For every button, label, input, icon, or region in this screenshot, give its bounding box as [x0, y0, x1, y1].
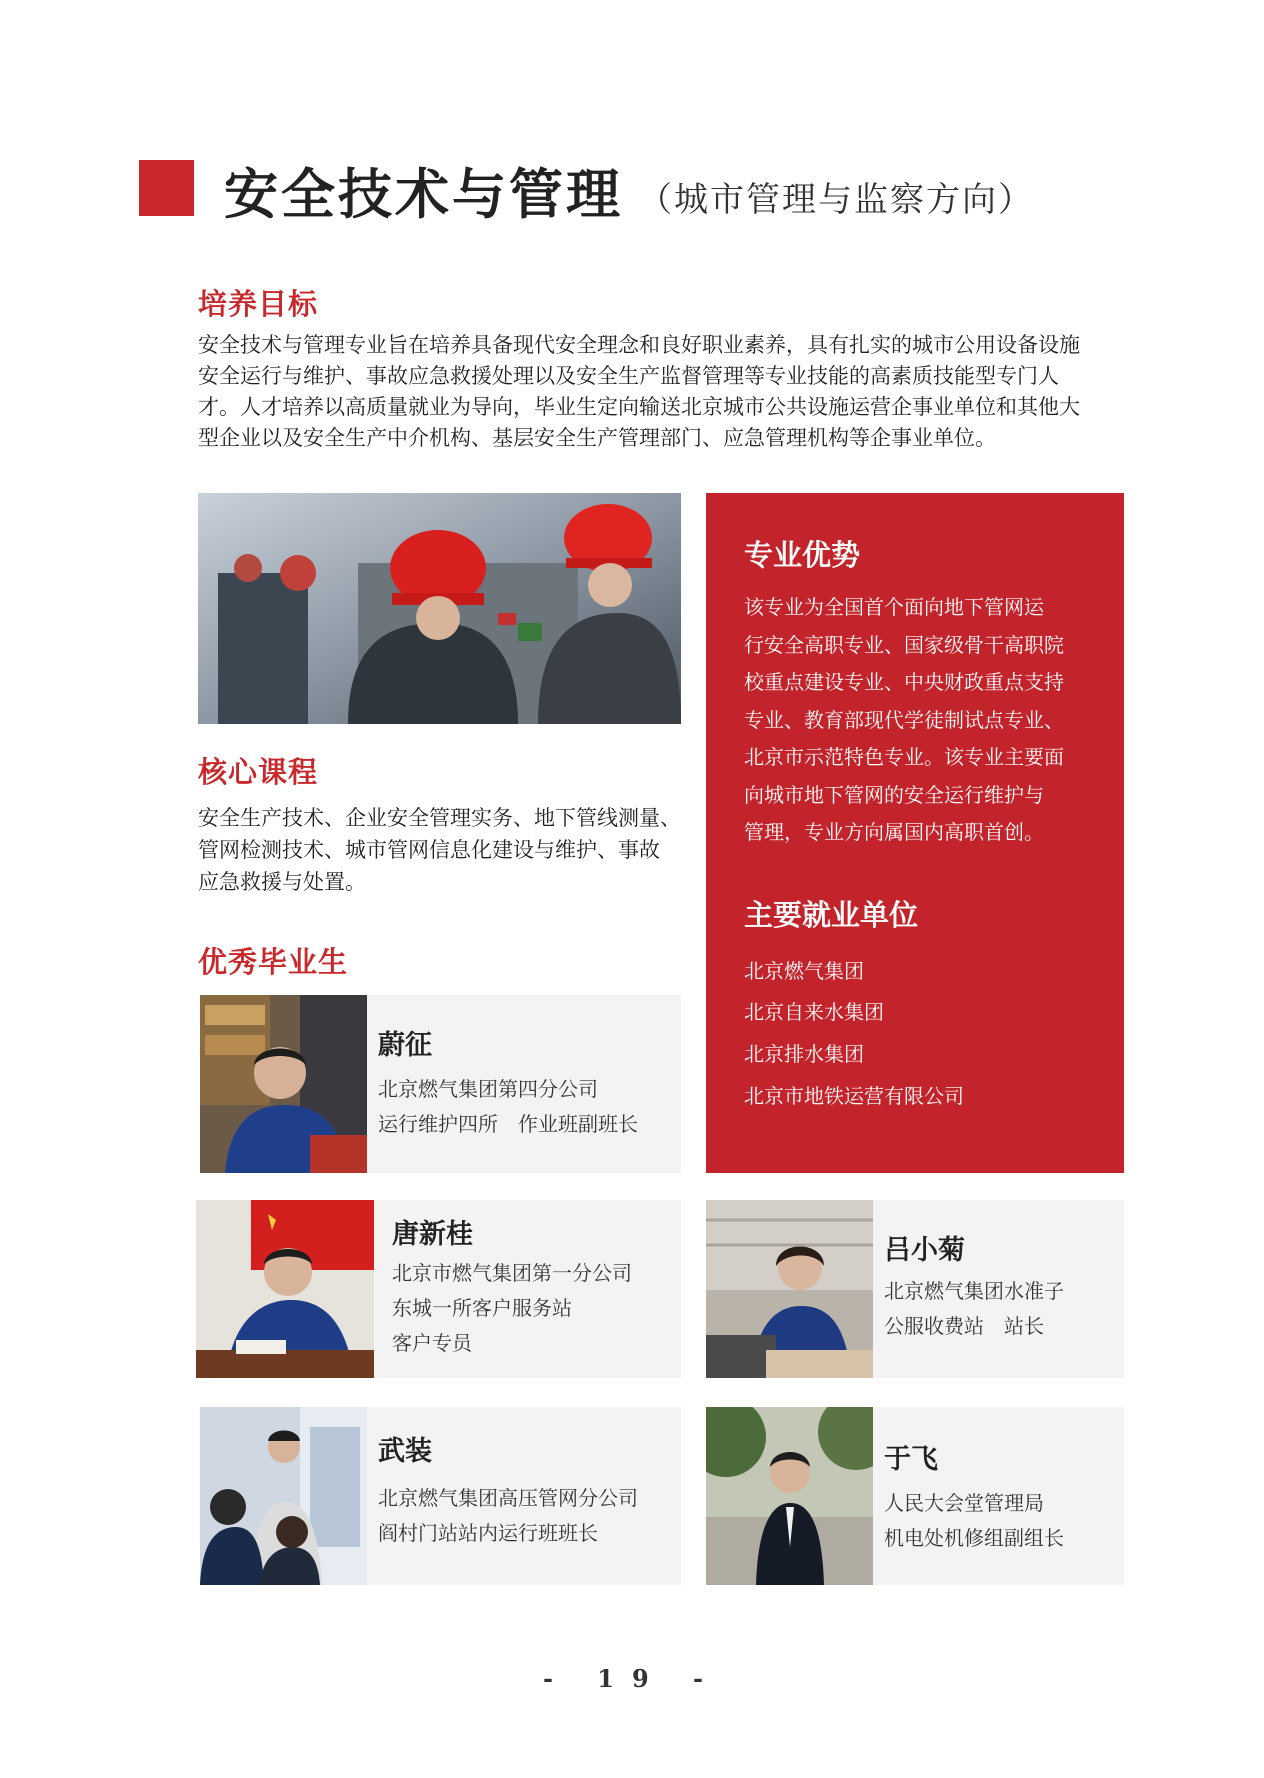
advantage-heading: 专业优势	[744, 538, 861, 572]
graduate-name: 吕小菊	[884, 1235, 965, 1266]
page-title: 安全技术与管理	[224, 162, 623, 226]
advantage-line: 向城市地下管网的安全运行维护与	[744, 782, 1044, 807]
graduate-name: 于飞	[884, 1444, 938, 1475]
advantage-line: 管理，专业方向属国内高职首创。	[744, 820, 1044, 844]
graduate-card	[706, 1200, 1124, 1378]
page-number: - 19 -	[542, 1664, 722, 1693]
graduate-name: 唐新桂	[392, 1219, 473, 1250]
graduates-heading: 优秀毕业生	[198, 945, 349, 979]
employer-item: 北京排水集团	[744, 1042, 864, 1066]
graduate-detail: 北京市燃气集团第一分公司	[392, 1261, 632, 1285]
graduate-photo	[200, 995, 367, 1173]
advantage-panel	[706, 493, 1124, 1173]
advantage-line: 专业、教育部现代学徒制试点专业、	[744, 707, 1064, 732]
graduate-detail: 阎村门站站内运行班班长	[378, 1521, 598, 1545]
graduate-detail: 北京燃气集团第四分公司	[378, 1077, 598, 1101]
graduate-card	[706, 1407, 1124, 1585]
core-courses-line: 安全生产技术、企业安全管理实务、地下管线测量、	[198, 806, 681, 830]
graduate-name: 蔚征	[378, 1030, 432, 1061]
core-courses-line: 应急救援与处置。	[198, 870, 366, 894]
advantage-line: 北京市示范特色专业。该专业主要面	[744, 745, 1064, 769]
graduate-detail: 东城一所客户服务站	[392, 1296, 572, 1320]
graduate-photo	[706, 1200, 873, 1378]
title-accent-block	[139, 160, 194, 216]
employers-heading: 主要就业单位	[744, 898, 919, 932]
graduate-detail: 北京燃气集团水准子	[884, 1279, 1064, 1303]
graduate-detail: 机电处机修组副组长	[884, 1526, 1064, 1550]
graduate-card	[200, 995, 681, 1173]
advantage-line: 该专业为全国首个面向地下管网运	[744, 595, 1044, 619]
page-subtitle: （城市管理与监察方向）	[638, 180, 1034, 220]
graduate-photo	[196, 1200, 374, 1378]
advantage-line: 行安全高职专业、国家级骨干高职院	[744, 632, 1064, 657]
advantage-line: 校重点建设专业、中央财政重点支持	[744, 670, 1064, 694]
graduate-detail: 客户专员	[392, 1331, 472, 1355]
graduate-detail: 人民大会堂管理局	[884, 1491, 1044, 1515]
training-goal-line: 型企业以及安全生产中介机构、基层安全生产管理部门、应急管理机构等企事业单位。	[198, 426, 996, 450]
advantage-text	[744, 589, 1094, 852]
training-goal-line: 安全技术与管理专业旨在培养具备现代安全理念和良好职业素养，具有扎实的城市公用设备设施	[198, 333, 1080, 357]
graduate-card	[196, 1200, 681, 1378]
employer-item: 北京市地铁运营有限公司	[744, 1084, 964, 1108]
graduate-detail: 运行维护四所 作业班副班长	[378, 1112, 638, 1136]
graduate-photo	[706, 1407, 873, 1585]
employer-item: 北京自来水集团	[744, 1000, 884, 1024]
core-courses-line: 管网检测技术、城市管网信息化建设与维护、事故	[198, 838, 660, 862]
core-courses-heading: 核心课程	[198, 755, 319, 789]
graduate-photo	[200, 1407, 367, 1585]
core-courses-text	[198, 802, 688, 898]
workers-photo	[198, 493, 681, 724]
graduate-name: 武装	[378, 1436, 432, 1467]
graduate-card	[200, 1407, 681, 1585]
training-goal-heading: 培养目标	[198, 287, 319, 321]
graduate-detail: 北京燃气集团高压管网分公司	[378, 1486, 638, 1510]
graduate-detail: 公服收费站 站长	[884, 1314, 1044, 1338]
training-goal-line: 安全运行与维护、事故应急救援处理以及安全生产监督管理等专业技能的高素质技能型专门人	[198, 364, 1059, 388]
employer-item: 北京燃气集团	[744, 959, 864, 983]
training-goal-text	[198, 330, 1128, 454]
training-goal-line: 才。人才培养以高质量就业为导向，毕业生定向输送北京城市公共设施运营企事业单位和其他大	[198, 395, 1080, 419]
